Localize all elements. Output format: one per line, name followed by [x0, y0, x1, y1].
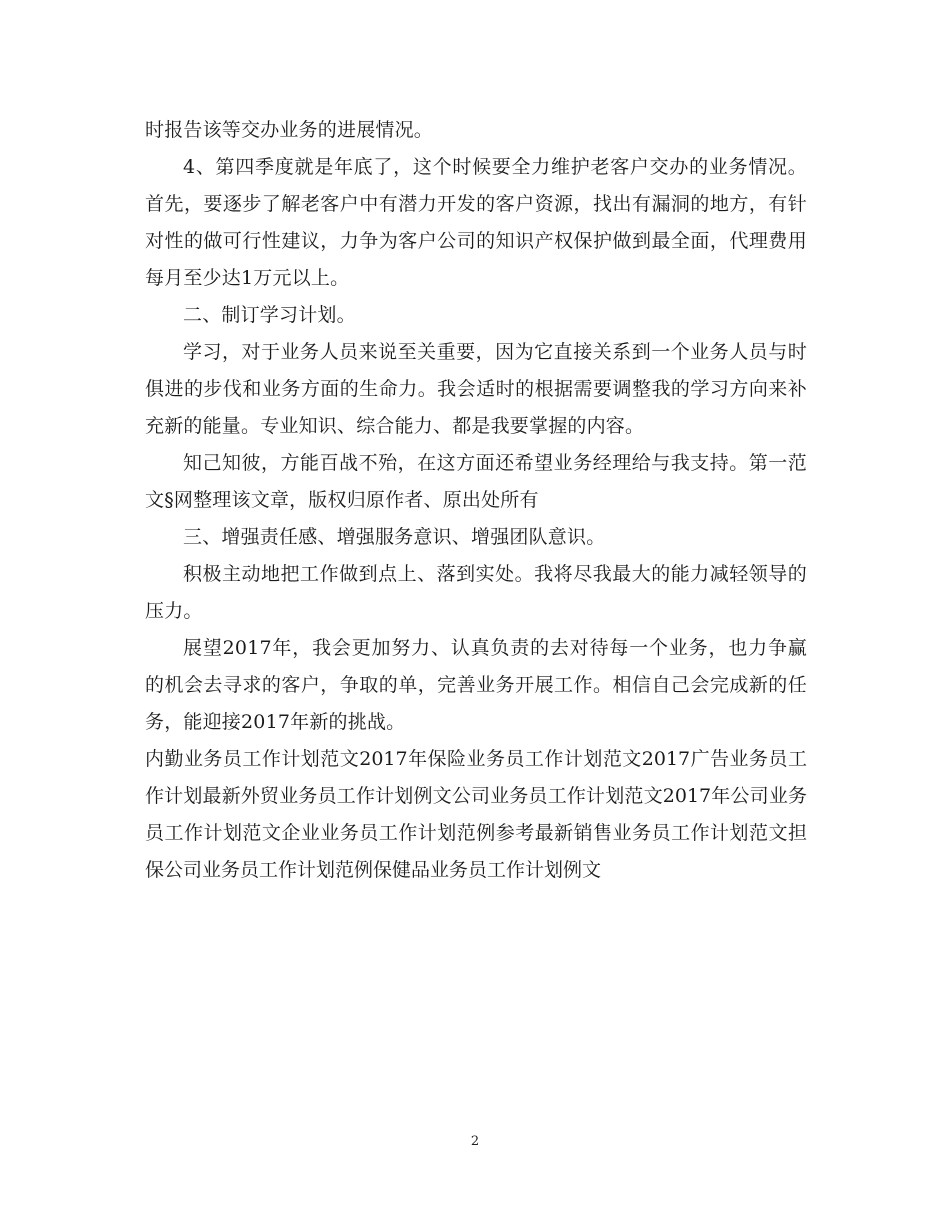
paragraph-outlook: 展望2017年，我会更加努力、认真负责的去对待每一个业务，也力争赢的机会去寻求的客户，争取的单，完善业务开展工作。相信自己会完成新的任务，能迎接2017年新的挑战。 [145, 637, 807, 733]
paragraph-know-yourself: 知己知彼，方能百战不殆，在这方面还希望业务经理给与我支持。第一范文§网整理该文章，版权归原作者、原出处所有 [145, 452, 807, 511]
paragraph-proactive: 积极主动地把工作做到点上、落到实处。我将尽我最大的能力减轻领导的压力。 [145, 563, 807, 622]
paragraph-progress-report: 时报告该等交办业务的进展情况。 [145, 119, 434, 141]
related-articles-links[interactable]: 内勤业务员工作计划范文2017年保险业务员工作计划范文2017广告业务员工作计划最新外贸业务员工作计划例文公司业务员工作计划范文2017年公司业务员工作计划范文企业业务员工作计划范例参考最新销售业务员工作计划范文担保公司业务员工作计划范例保健品业务员工作计划例文 [145, 748, 807, 881]
document-body [145, 112, 807, 889]
section-heading-study-plan: 二、制订学习计划。 [183, 304, 356, 326]
paragraph-study: 学习，对于业务人员来说至关重要，因为它直接关系到一个业务人员与时俱进的步伐和业务方面的生命力。我会适时的根据需要调整我的学习方向来补充新的能量。专业知识、综合能力、都是我要掌握的内容。 [145, 341, 807, 437]
section-heading-responsibility: 三、增强责任感、增强服务意识、增强团队意识。 [183, 526, 606, 548]
paragraph-q4-plan: 4、第四季度就是年底了，这个时候要全力维护老客户交办的业务情况。首先，要逐步了解老客户中有潜力开发的客户资源，找出有漏洞的地方，有针对性的做可行性建议，力争为客户公司的知识产权保护做到最全面，代理费用每月至少达1万元以上。 [145, 156, 807, 289]
page-number: 2 [470, 1134, 480, 1149]
